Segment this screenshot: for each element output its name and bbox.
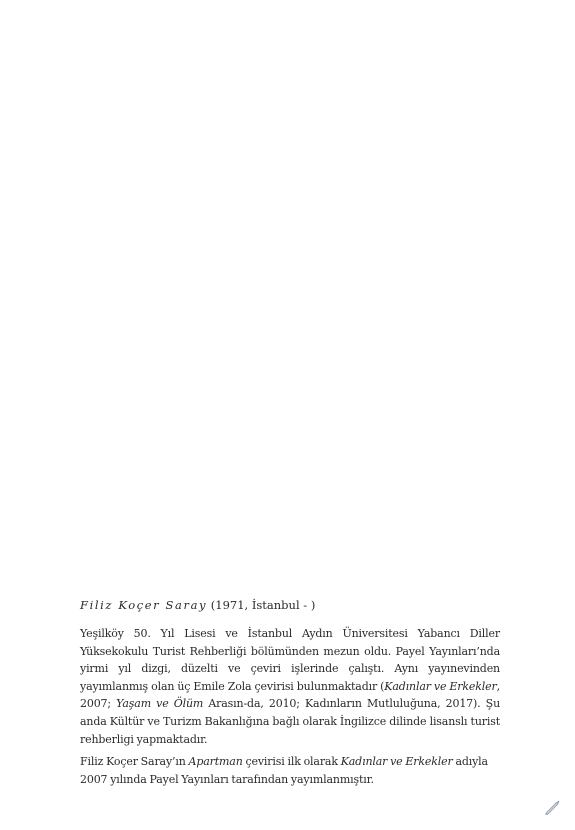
bio-paragraph-1 <box>80 625 500 748</box>
bio-text: çevirisi ilk olarak <box>242 755 341 769</box>
pen-icon <box>543 798 561 816</box>
bio-text: Yeşilköy 50. Yıl Lisesi ve İstanbul Aydın Üniversitesi Yabancı Diller Yüksekokulu Turist Rehberliği bölümünden mezun oldu. Payel Yayınları’nda yirmi yıl dizgi, düzelti ve çeviri işlerinde çalıştı. Aynı yayınevinden yayımlanmış olan üç Emile Zola çevirisi bulunmaktadır ( <box>80 627 500 693</box>
translator-bio <box>80 597 500 793</box>
bio-text: Arasın-da, 2010; Kadınların Mutluluğuna, 2017). Şu anda Kültür ve Turizm Bakanlığına bağlı olarak İngilizce dilinde lisanslı turist rehberligi yapmaktadır. <box>80 697 500 746</box>
author-dates: (1971, İstanbul - ) <box>207 598 316 612</box>
book-title: Yaşam ve Ölüm <box>116 697 204 711</box>
bio-paragraph-2 <box>80 753 500 788</box>
author-name: Filiz Koçer Saray <box>80 598 208 612</box>
book-title: Kadınlar ve Erkekler <box>340 755 453 769</box>
bio-text: adıyla 2007 yılında Payel Yayınları tarafından yayımlanmıştır. <box>80 755 488 786</box>
book-title: Apartman <box>188 755 243 769</box>
bio-heading <box>80 597 500 613</box>
bio-text: Filiz Koçer Saray’ın <box>80 755 189 769</box>
bio-text: , 2007; <box>80 679 500 711</box>
book-title: Kadınlar ve Erkekler <box>384 679 497 693</box>
